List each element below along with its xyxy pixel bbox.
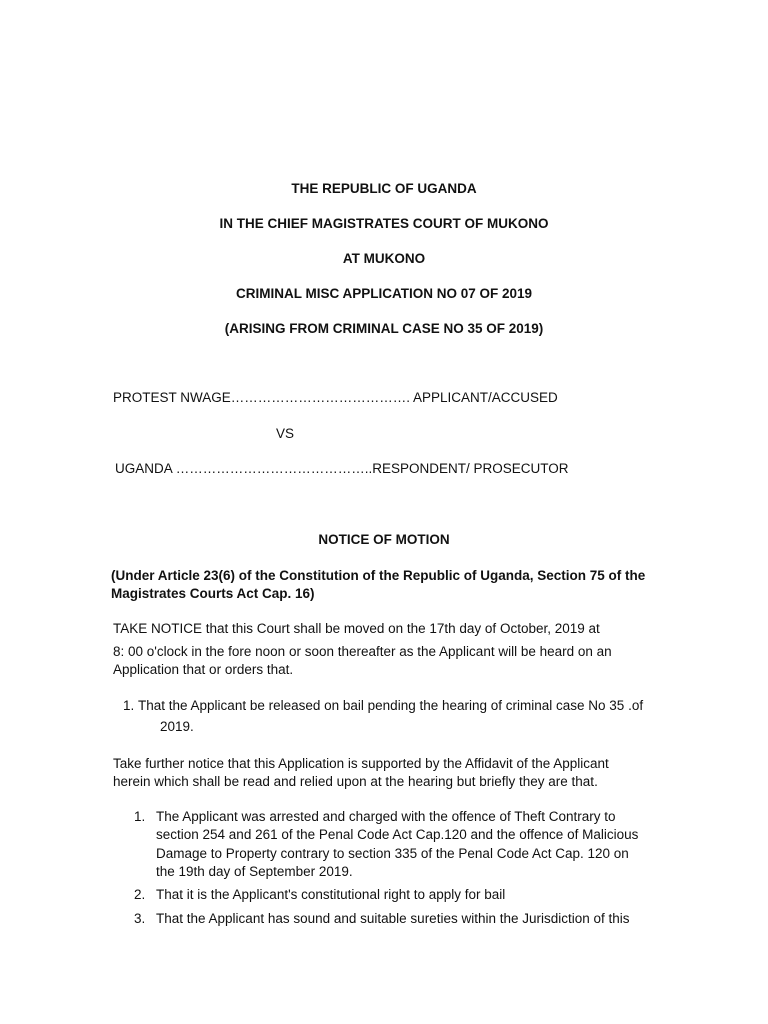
order-item-number: 1. bbox=[123, 698, 135, 713]
document-heading-application-no: CRIMINAL MISC APPLICATION NO 07 OF 2019 bbox=[235, 286, 533, 301]
further-notice-line-1: Take further notice that this Application is supported by the Affidavit of the Applicant bbox=[113, 756, 609, 771]
take-notice-line-2: 8: 00 o'clock in the fore noon or soon thereafter as the Applicant will be heard on an bbox=[113, 644, 612, 659]
list-item-line: Damage to Property contrary to section 335 of the Penal Code Act Cap. 120 on bbox=[156, 846, 629, 861]
list-item-line: The Applicant was arrested and charged with the offence of Theft Contrary to bbox=[156, 809, 616, 824]
applicant-line: PROTEST NWAGE…………………………………. APPLICANT/ACCUSED bbox=[113, 390, 558, 405]
document-heading-arising-from: (ARISING FROM CRIMINAL CASE NO 35 OF 2019) bbox=[224, 321, 544, 336]
under-article-line-2: Magistrates Courts Act Cap. 16) bbox=[111, 586, 315, 601]
respondent-line: UGANDA ……………………………………..RESPONDENT/ PROSECUTOR bbox=[115, 461, 569, 476]
list-item-number: 1. bbox=[134, 809, 146, 824]
order-item-line-2: 2019. bbox=[160, 719, 194, 734]
list-item-line: section 254 and 261 of the Penal Code Act Cap.120 and the offence of Malicious bbox=[156, 827, 639, 842]
versus-label: VS bbox=[276, 426, 295, 441]
list-item-line: That the Applicant has sound and suitable sureties within the Jurisdiction of this bbox=[156, 911, 630, 926]
further-notice-line-2: herein which shall be read and relied upon at the hearing but briefly they are that. bbox=[113, 774, 598, 789]
take-notice-line-1: TAKE NOTICE that this Court shall be moved on the 17th day of October, 2019 at bbox=[113, 621, 600, 636]
take-notice-line-3: Application that or orders that. bbox=[113, 662, 294, 677]
under-article-line-1: (Under Article 23(6) of the Constitution of the Republic of Uganda, Section 75 of the bbox=[111, 568, 646, 583]
notice-of-motion-title: NOTICE OF MOTION bbox=[318, 532, 450, 547]
document-heading-location: AT MUKONO bbox=[342, 251, 426, 266]
order-item-line-1: That the Applicant be released on bail pending the hearing of criminal case No 35 .of bbox=[138, 698, 644, 713]
list-item-number: 3. bbox=[134, 911, 146, 926]
list-item-line: That it is the Applicant's constitutional right to apply for bail bbox=[156, 887, 506, 902]
document-heading-republic: THE REPUBLIC OF UGANDA bbox=[291, 181, 477, 196]
list-item-number: 2. bbox=[134, 887, 146, 902]
document-heading-court: IN THE CHIEF MAGISTRATES COURT OF MUKONO bbox=[219, 216, 549, 231]
list-item-line: the 19th day of September 2019. bbox=[156, 864, 353, 879]
